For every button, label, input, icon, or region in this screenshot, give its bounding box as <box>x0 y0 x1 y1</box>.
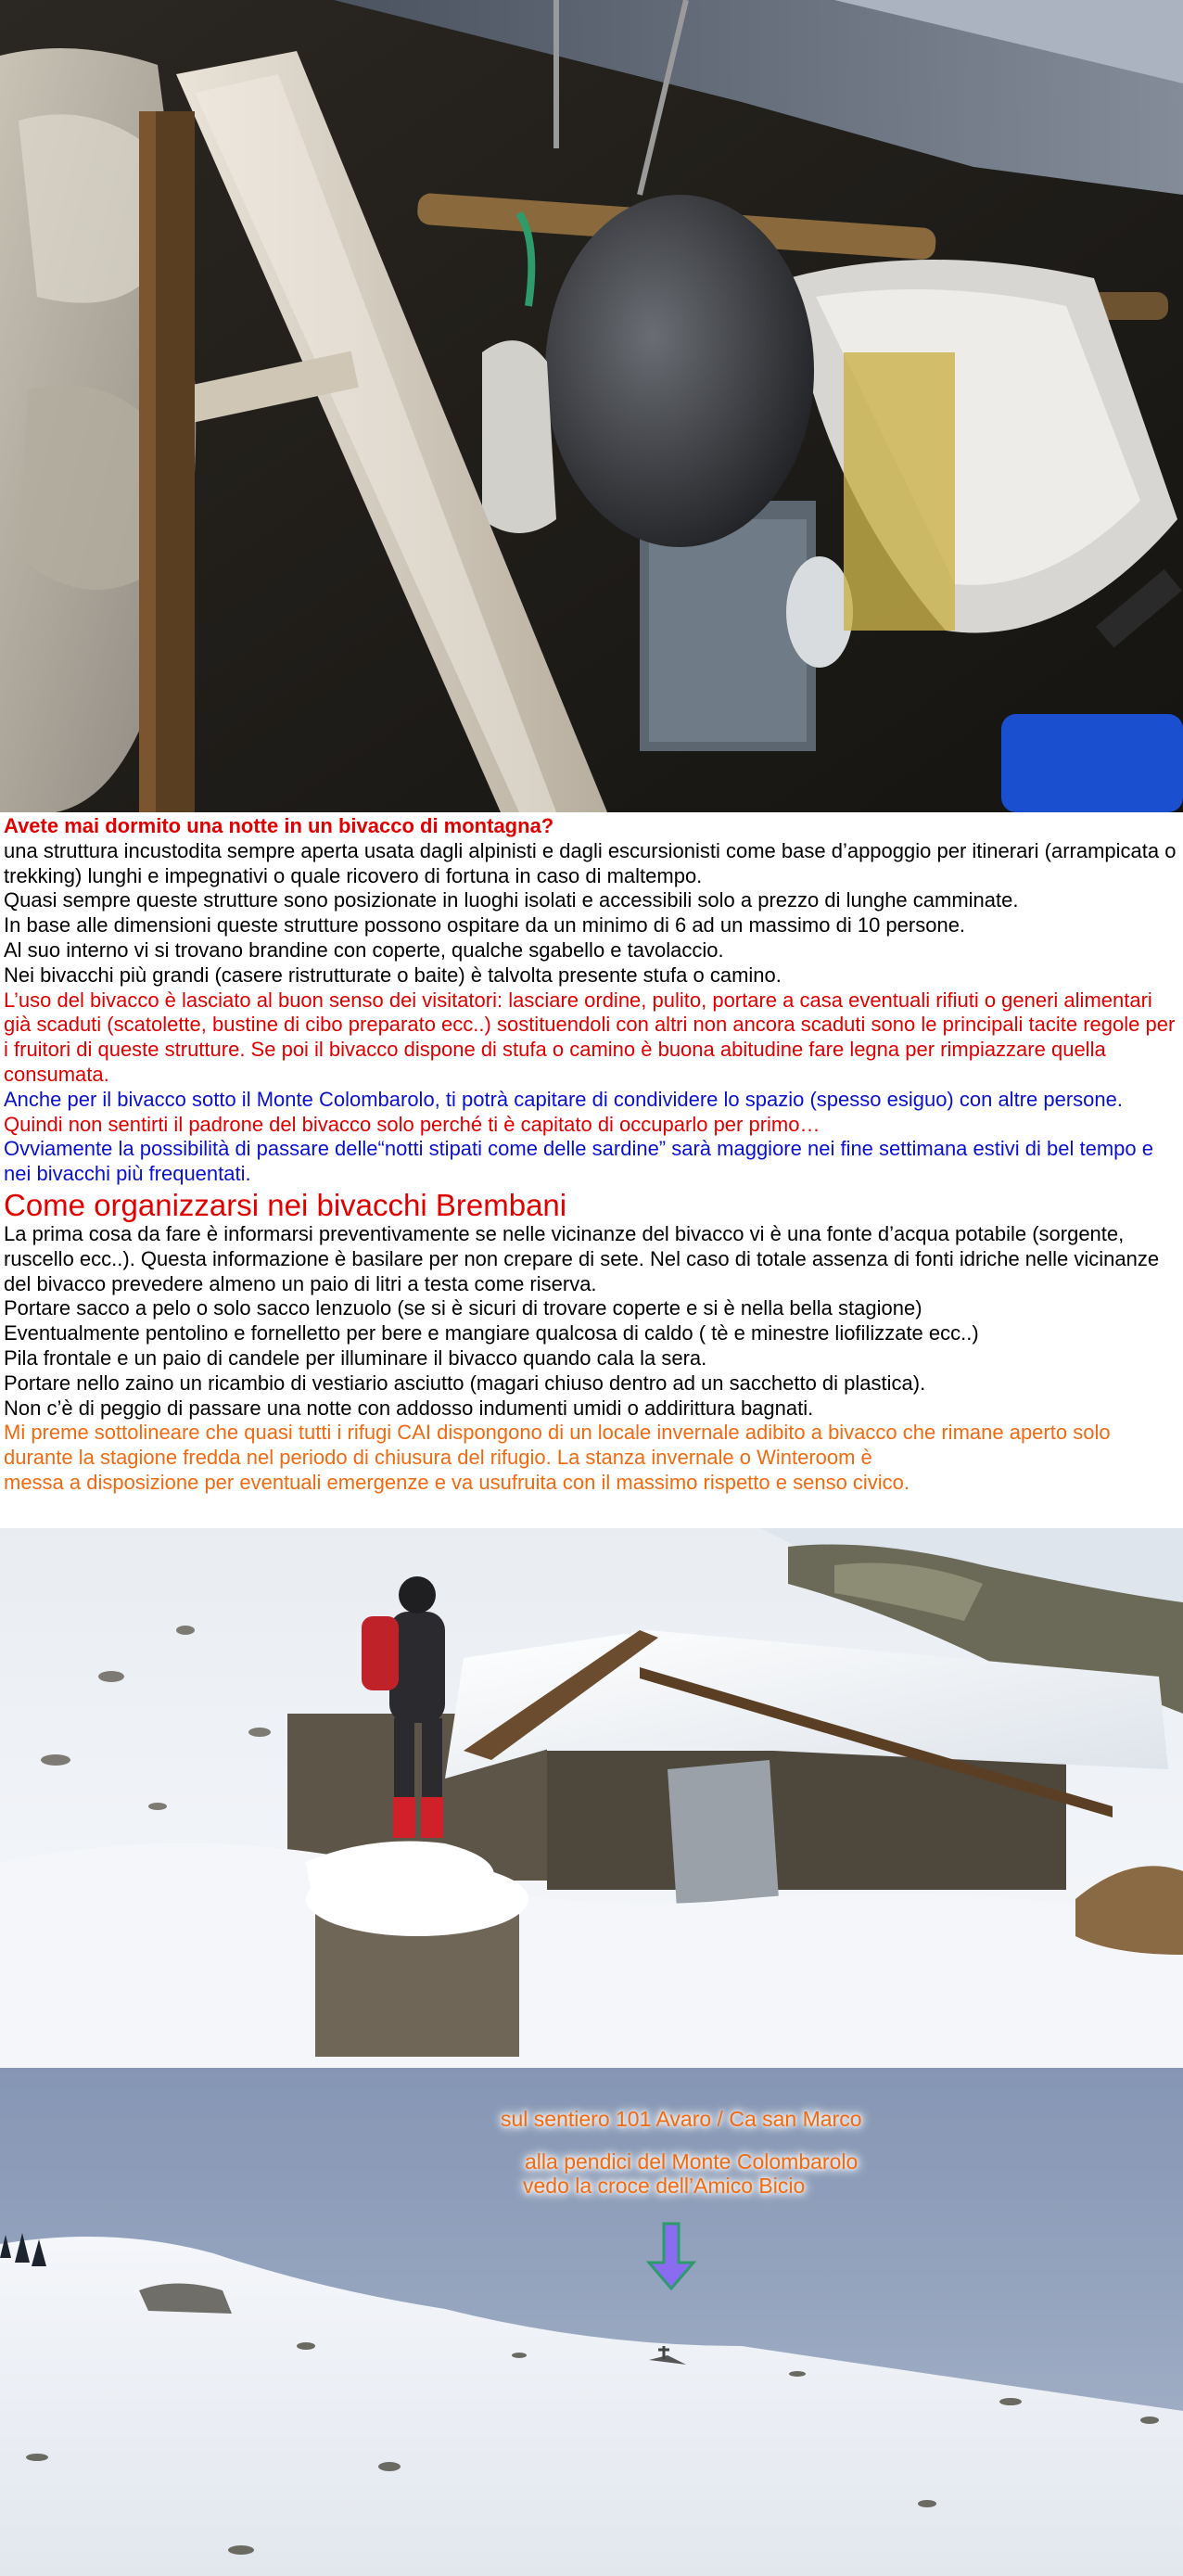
intro-paragraph: Quasi sempre queste strutture sono posizionate in luoghi isolati e accessibili solo a prezzo di lunghe camminate. <box>4 888 1019 912</box>
section-paragraph: Non c’è di peggio di passare una notte con addosso indumenti umidi o addirittura bagnati. <box>4 1396 814 1420</box>
section-paragraph: Portare sacco a pelo o solo sacco lenzuolo (se si è sicuri di trovare coperte e si è nella bella stagione) <box>4 1296 922 1320</box>
section-paragraph: Portare nello zaino un ricambio di vestiario asciutto (magari chiuso dentro ad un sacchetto di plastica). <box>4 1371 926 1395</box>
sharing-paragraph: Anche per il bivacco sotto il Monte Colombarolo, ti potrà capitare di condividere lo spazio (spesso esiguo) con altre persone. <box>4 1087 1123 1111</box>
intro-paragraph: In base alle dimensioni queste strutture possono ospitare da un minimo di 6 ad un massimo di 10 persone. <box>4 913 966 937</box>
snowy-slope-photo <box>0 2068 1183 2576</box>
winter-room-paragraph: messa a disposizione per eventuali emergenze e va usufruita con il massimo rispetto e senso civico. <box>4 1470 910 1494</box>
snow-hut-hiker-photo <box>0 1528 1183 2068</box>
bivouac-interior-photo <box>0 0 1183 812</box>
intro-heading: Avete mai dormito una notte in un bivacco di montagna? <box>4 814 554 837</box>
crowding-paragraph: Ovviamente la possibilità di passare delle“notti stipati come delle sardine” sarà maggiore nei fine settimana estivi di bel tempo e nei bivacchi più frequentati. <box>4 1137 1153 1186</box>
trail-caption: sul sentiero 101 Avaro / Ca san Marco <box>501 2107 862 2131</box>
section-title: Come organizzarsi nei bivacchi Brembani <box>4 1187 567 1222</box>
location-caption: alla pendici del Monte Colombarolo <box>525 2149 859 2174</box>
rules-paragraph: L’uso del bivacco è lasciato al buon senso dei visitatori: lasciare ordine, pulito, portare a casa eventuali rifiuti o generi alimentari già scaduti (scatolette, bustine di cibo preparato ecc..) sostituendoli con altri non ancora scaduti sono le principali tacite regole per i fruitori di queste strutture. Se poi il bivacco dispone di stufa o camino è buona abitudine fare legna per rimpiazzare quella consumata. <box>4 988 1176 1086</box>
article-text <box>0 814 1183 1496</box>
intro-paragraph: Nei bivacchi più grandi (casere ristrutturate o baite) è talvolta presente stufa o camino. <box>4 963 782 987</box>
section-paragraph: Pila frontale e un paio di candele per illuminare il bivacco quando cala la sera. <box>4 1345 707 1370</box>
cross-caption: vedo la croce dell’Amico Bicio <box>523 2174 806 2198</box>
section-paragraph: La prima cosa da fare è informarsi preventivamente se nelle vicinanze del bivacco vi è una fonte d’acqua potabile (sorgente, ruscello ecc..). Questa informazione è basilare per non crepare di sete. Nel caso di totale assenza di fonti idriche nelle vicinanze del bivacco prevedere almeno un paio di litri a testa come riserva. <box>4 1221 1160 1295</box>
section-paragraph: Eventualmente pentolino e fornelletto per bere e mangiare qualcosa di caldo ( tè e minestre liofilizzate ecc..) <box>4 1321 979 1345</box>
ownership-paragraph: Quindi non sentirti il padrone del bivacco solo perché ti è capitato di occuparlo per primo… <box>4 1112 820 1136</box>
intro-paragraph: Al suo interno vi si trovano brandine con coperte, qualche sgabello e tavolaccio. <box>4 937 724 962</box>
intro-paragraph: una struttura incustodita sempre aperta usata dagli alpinisti e dagli escursionisti come base d’appoggio per itinerari (arrampicata o trekking) lunghi e impegnativi o quale ricovero di fortuna in caso di maltempo. <box>4 838 1177 887</box>
winter-room-paragraph: Mi preme sottolineare che quasi tutti i rifugi CAI dispongono di un locale invernale adibito a bivacco che rimane aperto solo durante la stagione fredda nel periodo di chiusura del rifugio. La stanza invernale o Winteroom è <box>4 1421 1111 1470</box>
